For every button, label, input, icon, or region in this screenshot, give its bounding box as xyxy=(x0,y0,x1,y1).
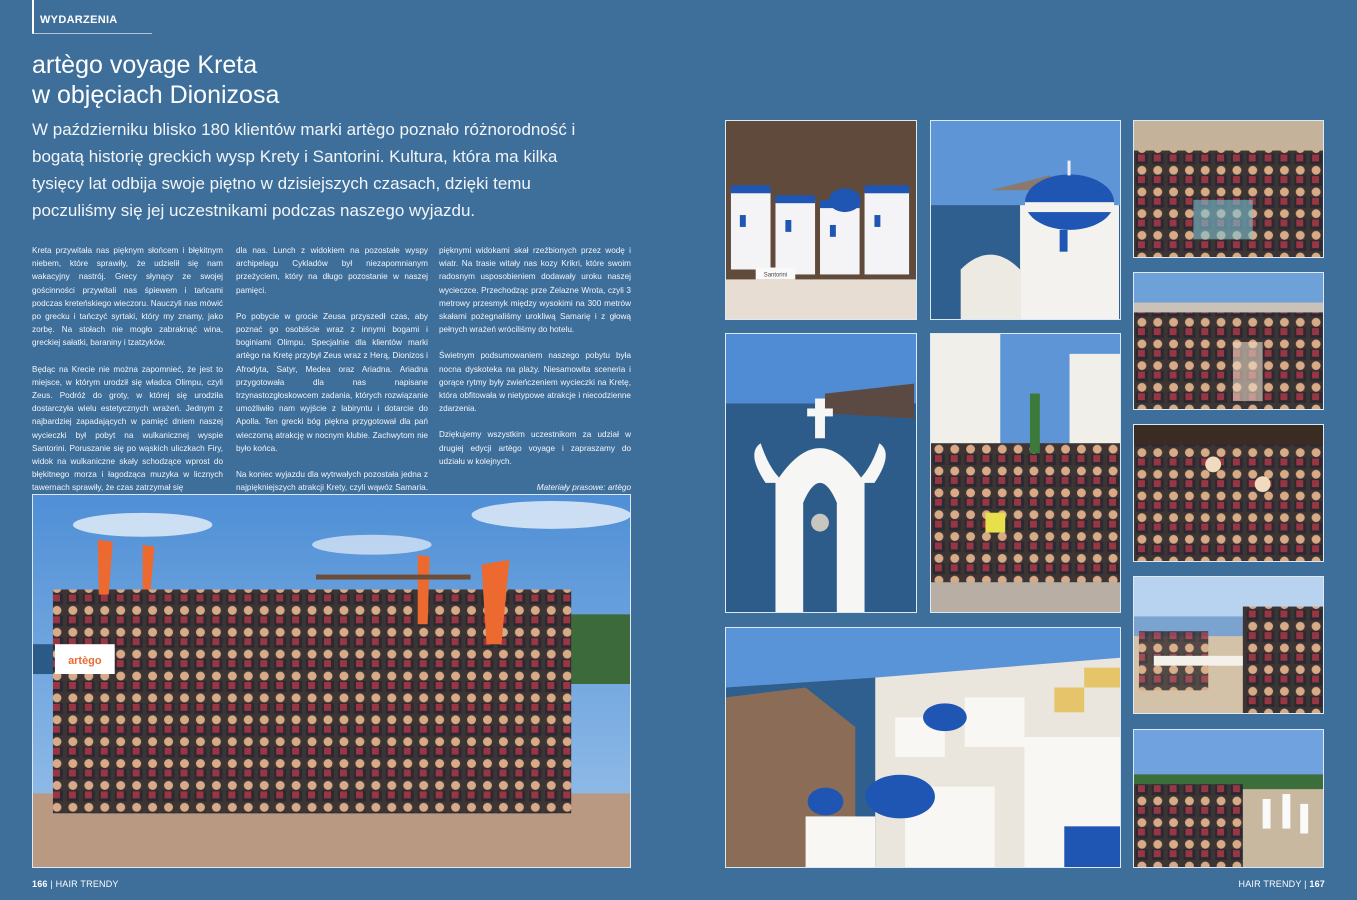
souvenir-houses-photo xyxy=(725,120,917,320)
left-page-folio xyxy=(32,879,119,889)
folio-separator: | xyxy=(1301,879,1310,889)
paragraph: pięknymi widokami skał rzeźbionych przez wodę i wiatr. Na trasie witały nas kozy Krikri, które swoim radosnym usposobieniem dodawały uroku naszej wycieczce. Przechodząc prze Żelazne Wrota, czyli 3 metrowy przesmyk między wysokimi na 300 metrów skałami pożegnaliśmy urokliwą Samarię i z głową pełnych wrażeń wróciliśmy do hotelu. xyxy=(439,246,631,335)
text-column-3 xyxy=(439,244,631,507)
paragraph: Po pobycie w grocie Zeusa przyszedł czas, aby poznać go osobiście wraz z innymi bogami i boginiami Olimpu. Specjalnie dla klientów marki artègo na Kretę przybył Zeus wraz z Herą, Dionizos i Afrodyta, Satyr, Medea oraz Ariadna. Ariadna przygotowała dla nas napisane trzynastozgłoskowcem zadania, których rozwiązanie umożliwiło nam wyjście z labiryntu i dotarcie do Apolla. Ten grecki bóg piękna przygotował dla pań wieczorną atrakcję w nocnym klubie. Zachwytom nie było końca. xyxy=(236,311,428,453)
text-column-1 xyxy=(32,244,223,508)
church-dome-photo xyxy=(930,120,1121,320)
audience-photo xyxy=(1133,120,1324,258)
party-photo xyxy=(1133,424,1324,562)
section-label: WYDARZENIA xyxy=(32,0,152,34)
magazine-name: HAIR TRENDY xyxy=(55,879,119,889)
lunch-table-photo xyxy=(1133,576,1324,714)
folio-separator: | xyxy=(47,879,56,889)
group-photo xyxy=(32,494,631,868)
paragraph: Na koniec wyjazdu dla wytrwałych pozostała jedna z najpiękniejszych atrakcji Krety, czyli wąwóz Samaria. xyxy=(236,470,428,493)
magazine-name: HAIR TRENDY xyxy=(1238,879,1302,889)
paragraph: dla nas. Lunch z widokiem na pozostałe wyspy archipelagu Cykladów był niezapomnianym przeżyciem, który na długo pozostanie w naszej pamięci. xyxy=(236,246,428,295)
article-lead: W październiku blisko 180 klientów marki artègo poznało różnorodność i bogatą historię greckich wysp Krety i Santorini. Kultura, która ma kilka tysięcy lat odbija swoje piętno w dzisiejszych czasach, dzięki temu poczuliśmy się jej uczestnikami podczas naszego wyjazdu. xyxy=(32,120,576,220)
title-line-1: artègo voyage Kreta xyxy=(32,51,258,79)
paragraph: Dziękujemy wszystkim uczestnikom za udział w drugiej edycji artègo voyage i zapraszamy do udziału w kolejnych. xyxy=(439,430,631,466)
paragraph: Świetnym podsumowaniem naszego pobytu była nocna dyskoteka na plaży. Niesamowita sceneria i gorące rytmy były zwieńczeniem wycieczki na Kretę, która obfitowała w nietypowe atrakcje i niecodzienne zdarzenia. xyxy=(439,351,631,414)
terrace-group-photo xyxy=(1133,272,1324,410)
article-title xyxy=(32,50,279,110)
paragraph: Będąc na Krecie nie można zapomnieć, że jest to miejsce, w którym urodził się władca Olimpu, czyli Zeus. Podróż do groty, w której się urodziła dostarczyła wielu estetycznych wrażeń. Jednym z najbardziej zapadających w pamięć dniem naszej wycieczki był pobyt na wulkanicznej wyspie Santorini. Poruszanie się po wąskich uliczkach Firy, widok na wulkaniczne skały schodzące wprost do błękitnego morza i łagodząca muzyka w licznych tawernach sprawiły, że czas zatrzymał się xyxy=(32,364,223,493)
street-group-photo xyxy=(930,333,1121,613)
left-page-number: 166 xyxy=(32,879,48,889)
amphitheatre-photo xyxy=(1133,729,1324,868)
santorini-village-photo xyxy=(725,627,1121,868)
souvenir-sign-text: Santorini xyxy=(763,272,788,279)
right-page-number: 167 xyxy=(1309,879,1325,889)
text-column-2 xyxy=(236,244,428,521)
photo-credit: Materiały prasowe: artègo xyxy=(536,483,631,493)
paragraph: Kreta przywitała nas pięknym słońcem i błękitnym niebem, które sprawiły, że udzielił się nam wakacyjny nastrój. Grecy słynący ze swojej gościnności przywitali nas śpiewem i tańcami podczas kreteńskiego wieczoru. Nauczyli nas mówić po grecku i tańczyć syrtaki, który my znamy, jako zorbę. Na stołach nie mogło zabraknąć wina, greckiej sałatki, baraniny i tzatzyków. xyxy=(32,246,223,348)
banner-logo-text: artègo xyxy=(68,655,102,668)
right-page-folio xyxy=(1239,879,1325,889)
bell-tower-photo xyxy=(725,333,917,613)
title-line-2: w objęciach Dionizosa xyxy=(32,81,280,109)
